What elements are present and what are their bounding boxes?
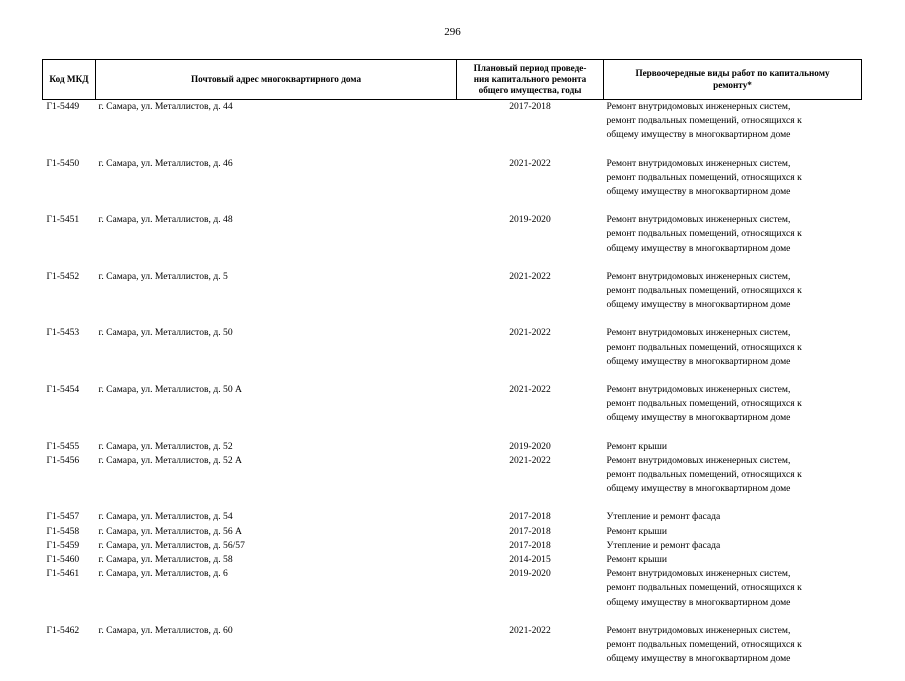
row-works [604,213,862,270]
row-works [604,440,862,454]
row-works-line: ремонт подвальных помещений, относящихся к [606,469,802,481]
row-works-line: Ремонт крыши [606,525,667,537]
row-works-line: общему имуществу в многоквартирном доме [606,653,791,665]
row-period: 2019-2020 [509,568,551,580]
row-works-line: общему имуществу в многоквартирном доме [606,596,791,608]
row-works [604,157,862,214]
row-period: 2021-2022 [509,384,551,396]
row-works [604,525,862,539]
row-works-line: Ремонт внутридомовых инженерных систем, [606,327,791,339]
table-row [43,510,862,524]
row-address: г. Самара, ул. Металлистов, д. 56 А [98,525,242,537]
row-period: 2017-2018 [509,101,551,112]
table-row [43,383,862,440]
row-address: г. Самара, ул. Металлистов, д. 60 [98,624,233,636]
table-body [43,100,862,681]
row-works [604,567,862,624]
row-works-line: Ремонт крыши [606,440,667,452]
row-works-line: Ремонт внутридомовых инженерных систем, [606,101,791,112]
row-works-line: ремонт подвальных помещений, относящихся к [606,639,802,651]
row-works [604,553,862,567]
row-works-line: Ремонт внутридомовых инженерных систем, [606,568,791,580]
row-works-line: общему имуществу в многоквартирном доме [606,299,791,311]
row-address: г. Самара, ул. Металлистов, д. 48 [98,214,233,226]
row-code: Г1-5462 [46,624,80,636]
row-code: Г1-5456 [46,454,80,466]
row-works-line: Утепление и ремонт фасада [606,511,721,523]
row-works-line: Ремонт крыши [606,554,667,566]
row-code: Г1-5454 [46,384,80,396]
row-works-line: ремонт подвальных помещений, относящихся к [606,171,802,183]
row-works [604,624,862,681]
row-code: Г1-5455 [46,440,80,452]
table-row [43,270,862,327]
row-works [604,539,862,553]
row-works-line: общему имуществу в многоквартирном доме [606,412,791,424]
header-period-line: общего имущества, годы [478,85,582,96]
row-works [604,326,862,383]
table-row [43,100,862,157]
row-address: г. Самара, ул. Металлистов, д. 6 [98,568,228,580]
table-row [43,454,862,511]
row-works-line: Ремонт внутридомовых инженерных систем, [606,454,791,466]
row-address: г. Самара, ул. Металлистов, д. 58 [98,554,233,566]
row-works [604,454,862,511]
row-works-line: общему имуществу в многоквартирном доме [606,483,791,495]
table-row [43,553,862,567]
row-works-line: ремонт подвальных помещений, относящихся к [606,285,802,297]
row-period: 2021-2022 [509,157,551,169]
header-works-line: Первоочередные виды работ по капитальному [635,68,830,79]
table-row [43,539,862,553]
row-code: Г1-5449 [46,101,80,112]
row-works [604,383,862,440]
header-period [457,60,604,100]
row-address: г. Самара, ул. Металлистов, д. 50 [98,327,233,339]
table-row [43,440,862,454]
row-address: г. Самара, ул. Металлистов, д. 50 А [98,384,242,396]
row-works [604,510,862,524]
table-row [43,525,862,539]
row-code: Г1-5461 [46,568,80,580]
row-works-line: Ремонт внутридомовых инженерных систем, [606,384,791,396]
header-works [604,60,862,100]
row-works-line: Ремонт внутридомовых инженерных систем, [606,270,791,282]
row-period: 2021-2022 [509,454,551,466]
row-works-line: общему имуществу в многоквартирном доме [606,242,791,254]
row-address: г. Самара, ул. Металлистов, д. 56/57 [98,539,245,551]
row-code: Г1-5452 [46,270,80,282]
row-code: Г1-5459 [46,539,80,551]
table-row [43,213,862,270]
row-code: Г1-5451 [46,214,80,226]
row-code: Г1-5458 [46,525,80,537]
row-works-line: Ремонт внутридомовых инженерных систем, [606,624,791,636]
row-period: 2019-2020 [509,214,551,226]
header-address: Почтовый адрес многоквартирного дома [96,60,457,100]
row-works-line: ремонт подвальных помещений, относящихся к [606,115,802,127]
row-period: 2014-2015 [509,554,551,566]
row-works-line: общему имуществу в многоквартирном доме [606,186,791,198]
row-code: Г1-5457 [46,511,80,523]
row-works-line: общему имуществу в многоквартирном доме [606,129,791,141]
row-period: 2019-2020 [509,440,551,452]
table-row [43,624,862,681]
row-code: Г1-5453 [46,327,80,339]
row-address: г. Самара, ул. Металлистов, д. 5 [98,270,228,282]
table-row [43,157,862,214]
row-period: 2021-2022 [509,327,551,339]
row-address: г. Самара, ул. Металлистов, д. 52 [98,440,233,452]
capital-repair-table [42,59,862,681]
row-works-line: ремонт подвальных помещений, относящихся к [606,398,802,410]
row-works-line: ремонт подвальных помещений, относящихся к [606,582,802,594]
row-address: г. Самара, ул. Металлистов, д. 46 [98,157,233,169]
row-works-line: общему имуществу в многоквартирном доме [606,355,791,367]
row-works-line: Утепление и ремонт фасада [606,539,721,551]
header-code: Код МКД [43,60,96,100]
row-works-line: Ремонт внутридомовых инженерных систем, [606,214,791,226]
row-works-line: Ремонт внутридомовых инженерных систем, [606,157,791,169]
table-row [43,567,862,624]
header-works-line: ремонту* [713,79,752,90]
header-period-line: ния капитального ремонта [473,73,587,84]
table-row [43,326,862,383]
header-period-line: Плановый период проведе- [473,62,587,73]
row-code: Г1-5450 [46,157,80,169]
row-period: 2017-2018 [509,511,551,523]
row-period: 2021-2022 [509,624,551,636]
page-number: 296 [444,26,461,38]
row-period: 2021-2022 [509,270,551,282]
table-header [43,60,862,100]
row-works-line: ремонт подвальных помещений, относящихся к [606,341,802,353]
row-address: г. Самара, ул. Металлистов, д. 44 [98,101,233,112]
row-works [604,100,862,157]
row-works-line: ремонт подвальных помещений, относящихся к [606,228,802,240]
row-works [604,270,862,327]
row-period: 2017-2018 [509,539,551,551]
row-address: г. Самара, ул. Металлистов, д. 52 А [98,454,242,466]
row-address: г. Самара, ул. Металлистов, д. 54 [98,511,233,523]
row-code: Г1-5460 [46,554,80,566]
row-period: 2017-2018 [509,525,551,537]
